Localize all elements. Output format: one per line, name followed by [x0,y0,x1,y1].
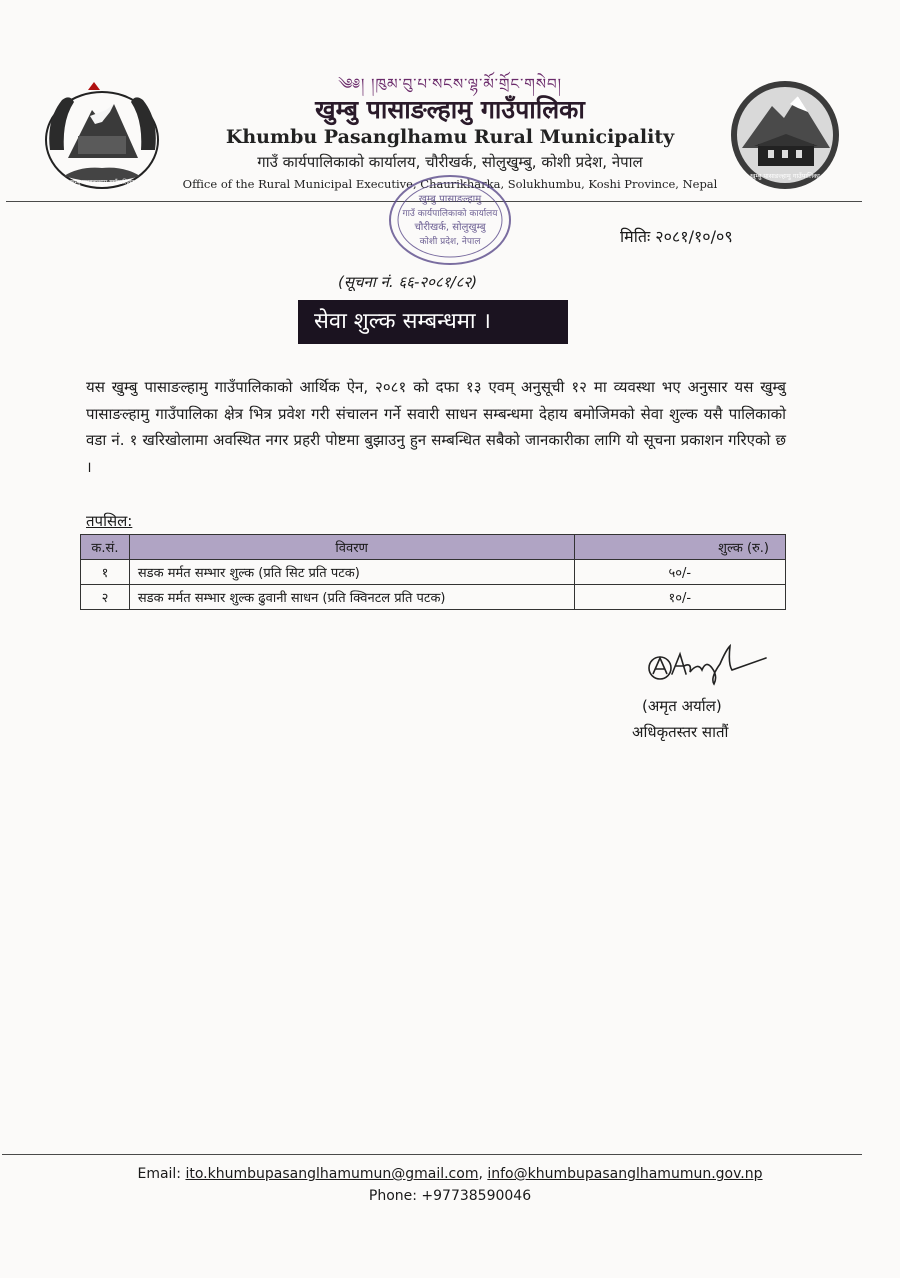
signatory-title: अधिकृतस्तर सातौं [632,723,729,741]
table-row [81,585,786,610]
municipality-seal-logo [728,78,843,193]
tibetan-header-line: ༄༅། །ཁུམ་བུ་པ་སངས་ལྷ་མོ་གྲོང་གསེབ། [338,75,562,93]
notice-number: (सूचना नं. ६६-२०८१/८२) [338,273,478,291]
email-label: Email: [137,1166,186,1182]
emblem-caption: खुम्बु पासाङल्हामु गाउँपालिका [69,179,135,186]
email-link-ito[interactable]: ito.khumbupasanglhamumun@gmail.com [185,1166,479,1182]
table-header-row [81,535,786,560]
header-serial: क.सं. [81,535,130,560]
fee-table [80,534,786,610]
row-fee: ५०/- [574,560,786,585]
details-caption: तपसिल: [86,512,133,530]
stamp-line-2: गाउँ कार्यपालिकाको कार्यालय [402,209,498,219]
signatory-name: (अमृत अर्याल) [642,697,722,715]
notice-date: मितिः २०८१/१०/०९ [620,227,733,246]
footer-divider [2,1154,862,1155]
municipality-title-nepali: खुम्बु पासाङल्हामु गाउँपालिका [315,95,585,124]
footer-email-line [80,1166,820,1182]
office-stamp [385,172,515,267]
nepal-emblem-logo [40,80,165,195]
row-description: सडक मर्मत सम्भार शुल्क (प्रति सिट प्रति पटक) [129,560,574,585]
stamp-line-1: खुम्बु पासाङल्हामु [418,194,482,205]
office-address-nepali: गाउँ कार्यपालिकाको कार्यालय, चौरीखर्क, सोलुखुम्बु, कोशी प्रदेश, नेपाल [257,153,643,171]
header-fee: शुल्क (रु.) [574,535,786,560]
row-serial: १ [81,560,130,585]
row-fee: १०/- [574,585,786,610]
municipality-title-english: Khumbu Pasanglhamu Rural Municipality [225,126,675,148]
notice-subject: सेवा शुल्क सम्बन्धमा । [298,300,568,344]
handwritten-signature [640,640,770,695]
footer-phone: Phone: +97738590046 [368,1188,532,1204]
office-address-english: Office of the Rural Municipal Executive, Chaurikharka, Solukhumbu, Koshi Province, Nepal [182,177,718,191]
stamp-line-3: चौरीखर्क, सोलुखुम्बु [414,222,486,233]
row-description: सडक मर्मत सम्भार शुल्क ढुवानी साधन (प्रति क्विनटल प्रति पटक) [129,585,574,610]
stamp-line-4: कोशी प्रदेश, नेपाल [419,237,481,247]
seal-caption: खुम्बु पासाङल्हामु गाउँपालिका [750,172,820,180]
email-separator: , [478,1166,488,1182]
table-row [81,560,786,585]
notice-body: यस खुम्बु पासाङल्हामु गाउँपालिकाको आर्थिक ऐन, २०८१ को दफा १३ एवम् अनुसूची १२ मा व्यवस्था भए अनुसार यस खुम्बु पासाङल्हामु गाउँपालिका क्षेत्र भित्र प्रवेश गरी संचालन गर्ने सवारी साधन सम्बन्धमा देहाय बमोजिमको सेवा शुल्क यसै पालिकाको वडा नं. १ खरिखोलामा अवस्थित नगर प्रहरी पोष्टमा बुझाउनु हुन सम्बन्धित सबैको जानकारीका लागि यो सूचना प्रकाशन गरिएको छ । [86,378,786,476]
row-serial: २ [81,585,130,610]
header-description: विवरण [129,535,574,560]
email-link-info[interactable]: info@khumbupasanglhamumun.gov.np [487,1166,763,1182]
